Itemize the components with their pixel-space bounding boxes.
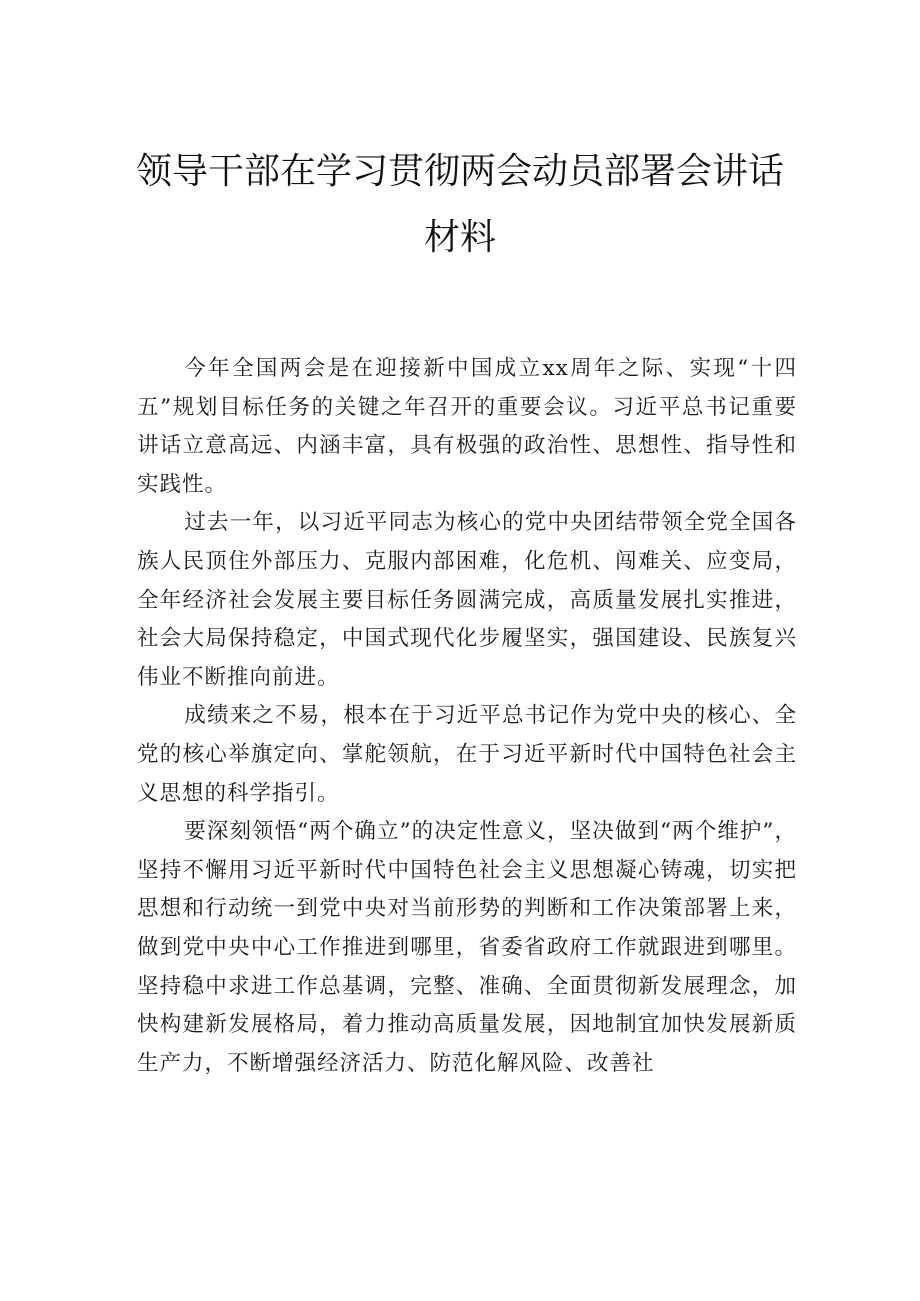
document-body bbox=[137, 350, 797, 1083]
paragraph-3: 成绩来之不易，根本在于习近平总书记作为党中央的核心、全党的核心举旗定向、掌舵领航，在于习近平新时代中国特色社会主义思想的科学指引。 bbox=[137, 703, 797, 806]
paragraph-2: 过去一年，以习近平同志为核心的党中央团结带领全党全国各族人民顶住外部压力、克服内部困难，化危机、闯难关、应变局，全年经济社会发展主要目标任务圆满完成，高质量发展扎实推进，社会大局保持稳定，中国式现代化步履坚实，强国建设、民族复兴伟业不断推向前进。 bbox=[137, 510, 797, 690]
paragraph-1: 今年全国两会是在迎接新中国成立xx周年之际、实现“十四五”规划目标任务的关键之年召开的重要会议。习近平总书记重要讲话立意高远、内涵丰富，具有极强的政治性、思想性、指导性和实践性。 bbox=[137, 356, 797, 497]
paragraph-4: 要深刻领悟“两个确立”的决定性意义，坚决做到“两个维护”，坚持不懈用习近平新时代中国特色社会主义思想凝心铸魂，切实把思想和行动统一到党中央对当前形势的判断和工作决策部署上来，做到党中央中心工作推进到哪里，省委省政府工作就跟进到哪里。坚持稳中求进工作总基调，完整、准确、全面贯彻新发展理念，加快构建新发展格局，着力推动高质量发展，因地制宜加快发展新质生产力，不断增强经济活力、防范化解风险、改善社 bbox=[137, 819, 797, 1076]
document-title-line-2: 材料 bbox=[423, 217, 496, 258]
document-title-line-1: 领导干部在学习贯彻两会动员部署会讲话 bbox=[135, 151, 784, 192]
